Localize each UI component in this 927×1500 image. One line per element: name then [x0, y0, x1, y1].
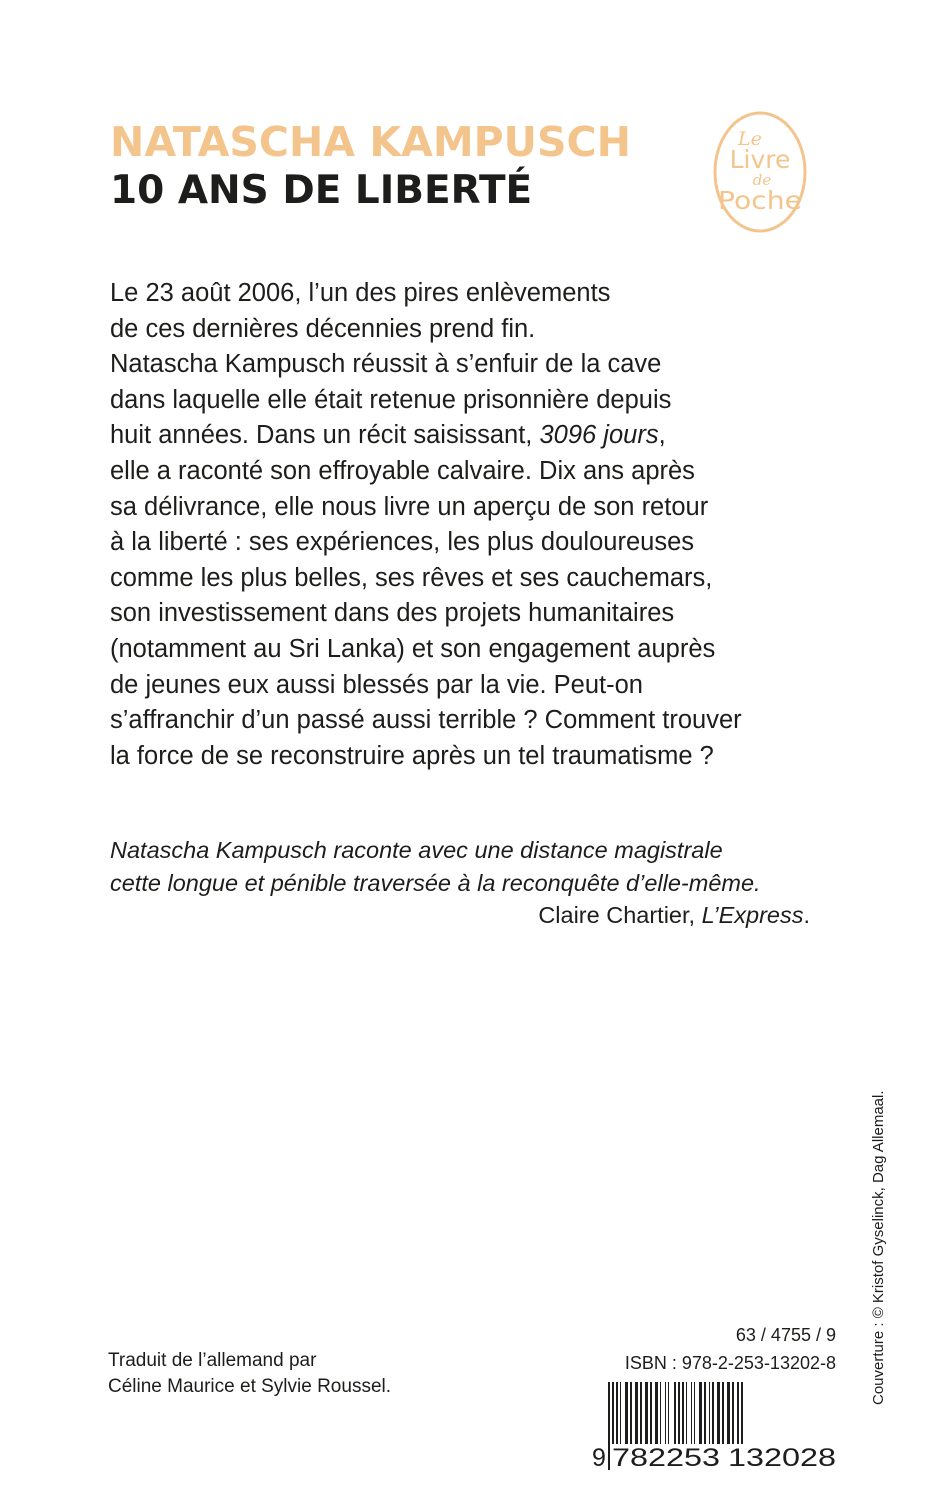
review-author: Claire Chartier, [538, 902, 702, 928]
blurb-line: de ces dernières décennies prend fin. [110, 314, 536, 343]
barcode-bar [694, 1382, 695, 1444]
barcode-bar [660, 1382, 661, 1444]
blurb-line: à la liberté : ses expériences, les plus douloureuses [110, 528, 694, 557]
blurb-line [110, 418, 830, 454]
blurb-line: comme les plus belles, ses rêves et ses cauchemars, [110, 563, 713, 592]
review-credit-end: . [803, 902, 810, 928]
logo-line-1: Le [738, 128, 762, 150]
barcode-bar [732, 1382, 734, 1444]
translation-credit [108, 1348, 391, 1400]
translation-line: Traduit de l’allemand par [108, 1350, 317, 1371]
publisher-logo-icon [712, 110, 808, 234]
barcode-bar [709, 1382, 710, 1444]
barcode-right-digits: 132028 [728, 1444, 836, 1470]
blurb-text: huit années. Dans un récit saisissant, [110, 421, 540, 450]
logo-line-4: Poche [718, 186, 802, 215]
barcode-bar [616, 1382, 618, 1444]
blurb-line: de jeunes eux aussi blessés par la vie. Peut-on [110, 670, 643, 699]
barcode-bar [668, 1382, 669, 1444]
cover-photo-credit: Couverture : © Kristof Gyselinck, Dag Allemaal. [870, 1090, 887, 1405]
blurb-line: Natascha Kampusch réussit à s’enfuir de la cave [110, 350, 662, 379]
barcode-bar [691, 1382, 692, 1444]
catalog-number: 63 / 4755 / 9 [735, 1325, 836, 1345]
review-source: L’Express [701, 902, 804, 928]
barcode-bar [608, 1382, 610, 1470]
earlier-book-title: 3096 jours [539, 421, 659, 450]
barcode-bar [699, 1382, 702, 1444]
blurb-line: la force de se reconstruire après un tel traumatisme ? [110, 741, 714, 770]
back-cover-blurb [110, 276, 830, 774]
book-title: 10 ANS DE LIBERTÉ [110, 168, 533, 213]
blurb-line: sa délivrance, elle nous livre un aperçu de son retour [110, 492, 709, 521]
logo-line-3: de [752, 171, 772, 189]
barcode-bar [625, 1382, 628, 1444]
blurb-line: dans laquelle elle était retenue prisonnière depuis [110, 385, 672, 414]
translation-line: Céline Maurice et Sylvie Roussel. [108, 1376, 392, 1397]
barcode-bar [727, 1382, 730, 1444]
barcode-bar [635, 1382, 638, 1444]
barcode-bar [686, 1382, 687, 1444]
barcode-bar [655, 1382, 658, 1444]
barcode-bar [704, 1382, 706, 1444]
review-credit [110, 899, 810, 932]
blurb-line: son investissement dans des projets humanitaires [110, 599, 675, 628]
press-review [110, 834, 810, 932]
barcode-bar [630, 1382, 632, 1444]
barcode-left-digits: 782253 [612, 1444, 720, 1470]
blurb-line: (notamment au Sri Lanka) et son engagement auprès [110, 634, 716, 663]
barcode-bar [682, 1382, 684, 1444]
book-author: NATASCHA KAMPUSCH [110, 118, 631, 166]
barcode-bar [712, 1382, 714, 1444]
review-line: Natascha Kampusch raconte avec une distance magistrale [110, 837, 723, 863]
barcode-bar [640, 1382, 642, 1444]
barcode-bar [722, 1382, 724, 1444]
barcode [592, 1382, 838, 1470]
barcode-bar [717, 1382, 720, 1444]
blurb-line: elle a raconté son effroyable calvaire. Dix ans après [110, 456, 695, 485]
barcode-bar [650, 1382, 652, 1444]
isbn-number: ISBN : 978-2-253-13202-8 [624, 1353, 836, 1373]
barcode-bar [645, 1382, 648, 1444]
review-line: cette longue et pénible traversée à la reconquête d’elle-même. [110, 869, 761, 896]
blurb-line: Le 23 août 2006, l’un des pires enlèvements [110, 279, 611, 307]
barcode-lead-digit: 9 [592, 1444, 606, 1470]
blurb-line: s’affranchir d’un passé aussi terrible ? Comment trouver [110, 706, 742, 735]
logo-line-2: Livre [729, 145, 791, 174]
barcode-bar [620, 1382, 621, 1444]
barcode-bar [665, 1382, 666, 1444]
blurb-text: , [658, 421, 666, 450]
